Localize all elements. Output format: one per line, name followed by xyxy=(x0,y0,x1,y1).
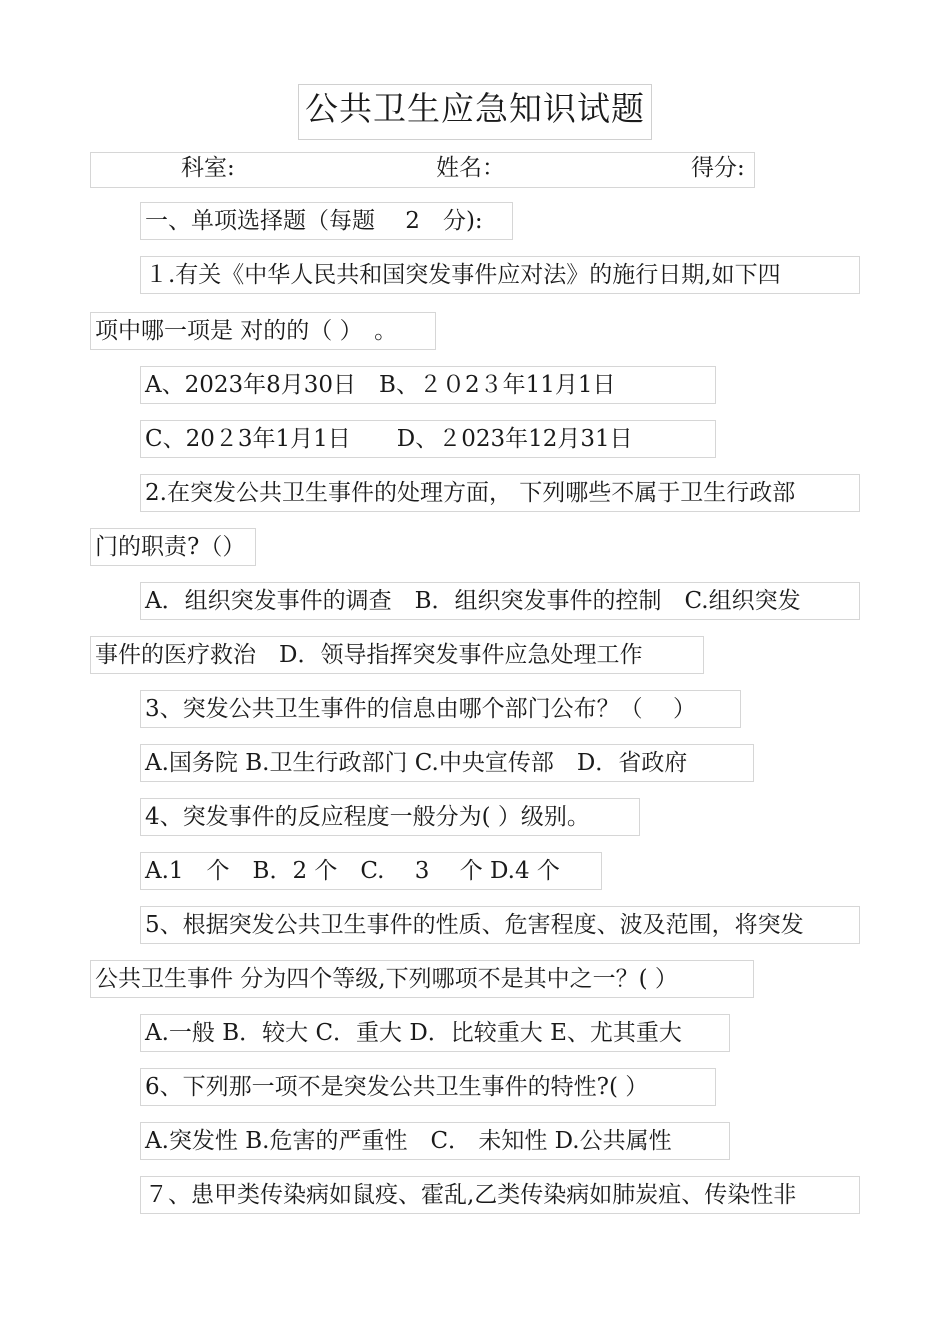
score-label: 得分: xyxy=(691,155,745,181)
question-2-options-line-1: A．组织突发事件的调查 B．组织突发事件的控制 C.组织突发 xyxy=(140,582,860,620)
question-5-line-2: 公共卫生事件 分为四个等级,下列哪项不是其中之一？( ） xyxy=(90,960,754,998)
department-label: 科室: xyxy=(181,155,235,181)
question-1-line-1: １.有关《中华人民共和国突发事件应对法》的施行日期,如下四 xyxy=(140,256,860,294)
name-label: 姓名： xyxy=(436,155,505,181)
question-7-line-1: ７、患甲类传染病如鼠疫、霍乱,乙类传染病如肺炭疽、传染性非 xyxy=(140,1176,860,1214)
question-6-options: A.突发性 B.危害的严重性 C． 未知性 D.公共属性 xyxy=(140,1122,730,1160)
question-2-line-1: 2.在突发公共卫生事件的处理方面， 下列哪些不属于卫生行政部 xyxy=(140,474,860,512)
question-6: 6、下列那一项不是突发公共卫生事件的特性?( ） xyxy=(140,1068,716,1106)
question-1-line-2: 项中哪一项是 对的的（ ） 。 xyxy=(90,312,436,350)
question-4: 4、突发事件的反应程度一般分为( ）级别。 xyxy=(140,798,640,836)
exam-header-row xyxy=(90,152,755,188)
page-title: 公共卫生应急知识试题 xyxy=(298,84,652,140)
question-2-options-line-2: 事件的医疗救治 D．领导指挥突发事件应急处理工作 xyxy=(90,636,704,674)
question-3: 3、突发公共卫生事件的信息由哪个部门公布？（ ） xyxy=(140,690,741,728)
question-5-line-1: 5、根据突发公共卫生事件的性质、危害程度、波及范围，将突发 xyxy=(140,906,860,944)
section-heading: 一、单项选择题（每题 2 分): xyxy=(140,202,513,240)
question-4-options: A.1 个 B．2 个 C. 3 个 D.4 个 xyxy=(140,852,602,890)
question-3-options: A.国务院 B.卫生行政部门 C.中央宣传部 D．省政府 xyxy=(140,744,754,782)
question-1-options-cd: C、20２3年1月1日 D、２023年12月31日 xyxy=(140,420,716,458)
question-5-options: A.一般 B．较大 C．重大 D．比较重大 E、尤其重大 xyxy=(140,1014,730,1052)
question-1-options-ab: A、2023年8月30日 B、２０2３年11月1日 xyxy=(140,366,716,404)
question-2-line-2: 门的职责?（） xyxy=(90,528,256,566)
